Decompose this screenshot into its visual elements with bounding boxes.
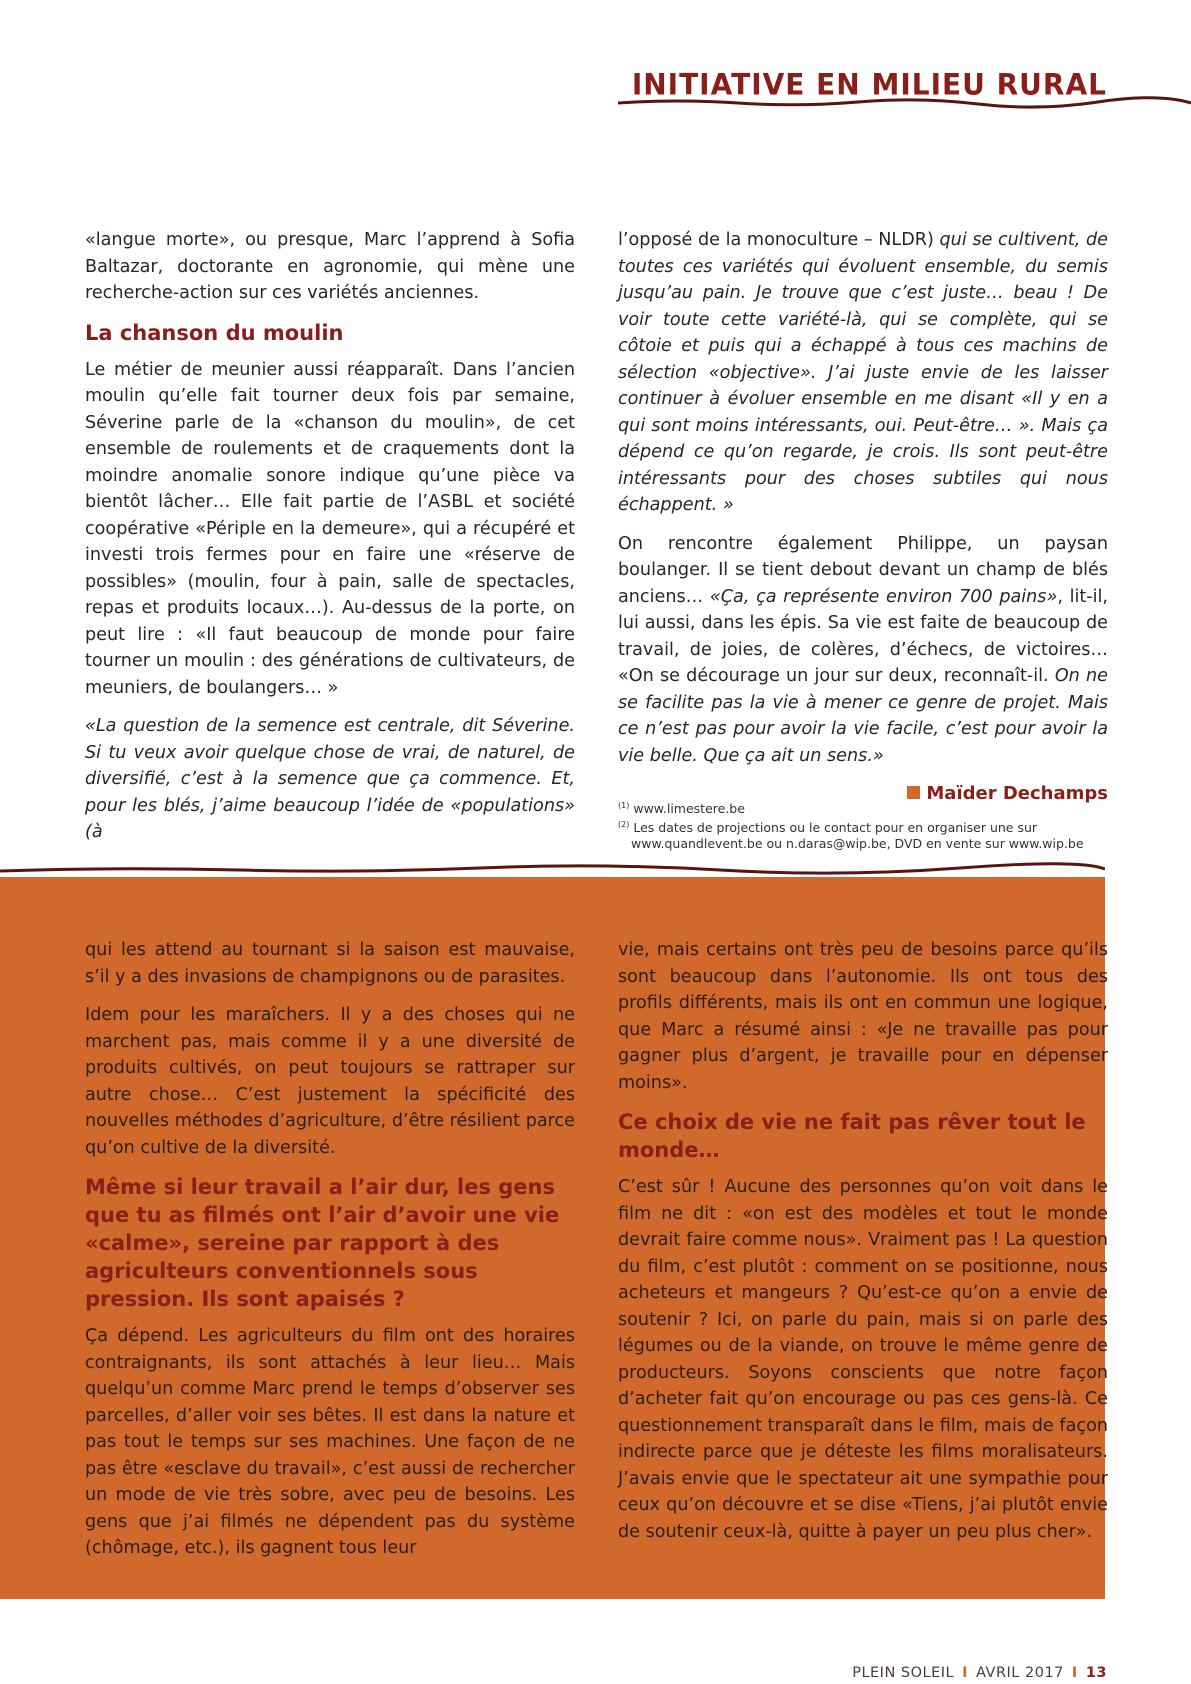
page-number: 13: [1085, 1665, 1107, 1681]
publication-name: PLEIN SOLEIL: [852, 1665, 955, 1681]
issue-date: AVRIL 2017: [976, 1665, 1064, 1681]
paragraph: vie, mais certains ont très peu de besoins parce qu’ils sont beaucoup dans l’autonomie. Ils ont tous des profils différents, mais ils ont en commun une logique, que Marc a résumé ainsi : «Je ne travaille pas pour gagner plus d’argent, je travaille pour en dépenser moins».: [618, 940, 1108, 1093]
paragraph: On rencontre également Philippe, un paysan boulanger. Il se tient debout devant un champ de blés anciens… «Ça, ça représente environ 700 pains», lit-il, lui aussi, dans les épis. Sa vie est faite de beaucoup de travail, de joies, de colères, d’échecs, de victoires… «On se décourage un jour sur deux, reconnaît-il. On ne se facilite pas la vie à mener ce genre de projet. Mais ce n’est pas pour avoir la vie facile, c’est pour avoir la vie belle. Que ça ait un sens.»: [618, 533, 1109, 766]
header-rule: [618, 96, 1191, 110]
footnotes: [618, 798, 1118, 852]
paragraph: Ça dépend. Les agriculteurs du film ont des horaires contraignants, ils sont attachés à leur lieu… Mais quelqu’un comme Marc prend le temps d’observer ses parcelles, d’aller voir ses bêtes. Il est dans la nature et pas tout le temps sur ses machines. Une façon de ne pas être «esclave du travail», c’est aussi de rechercher un mode de vie très sobre, avec peu de besoins. Les gens que j’ai filmés ne dépendent pas du système (chômage, etc.), ils gagnent tous leur: [85, 1326, 575, 1558]
section-heading: La chanson du moulin: [85, 320, 344, 345]
bottom-right-column: [618, 937, 1108, 1557]
paragraph: qui les attend au tournant si la saison est mauvaise, s’il y a des invasions de champignons ou de parasites.: [85, 940, 575, 987]
paragraph: «langue morte», ou presque, Marc l’apprend à Sofia Baltazar, doctorante en agronomie, qui mène une recherche-action sur ces variétés anciennes.: [85, 230, 575, 303]
bottom-left-column: [85, 937, 575, 1574]
orange-interview-box: [0, 877, 1108, 1599]
page-header-title: INITIATIVE EN MILIEU RURAL: [631, 67, 1107, 102]
quote-paragraph: «La question de la semence est centrale, dit Séverine. Si tu veux avoir quelque chose de vrai, de naturel, de diversifié, c’est à la semence que ça commence. Et, pour les blés, j’aime beaucoup l’idée de «populations» (à: [85, 716, 575, 842]
author-signature: Maïder Dechamps: [618, 781, 1108, 808]
paragraph: Idem pour les maraîchers. Il y a des choses qui ne marchent pas, mais comme il y a une diversité de produits cultivés, on peut toujours se rattraper sur autre chose… C’est justement la spécificité des nouvelles méthodes d’agriculture, d’être résilient parce qu’on cultive de la diversité.: [85, 1005, 575, 1158]
paragraph: l’opposé de la monoculture – NLDR) qui se cultivent, de toutes ces variétés qui évoluent ensemble, du semis jusqu’au pain. Je trouve que c’est juste… beau ! De voir toute cette variété-là, qui se complète, qui se côtoie et puis qui a échappé à tous ces machins de sélection «objective». J’ai juste envie de les laisser continuer à évoluer ensemble en me disant «Il y en a qui sont moins intéressants, oui. Peut-être… ». Mais ça dépend ce qu’on regarde, je crois. Ils sont peut-être intéressants pour des choses subtiles qui nous échappent. »: [618, 230, 1108, 515]
separator: I: [1071, 1665, 1078, 1681]
footnote: $^{(2)}$ Les dates de projections ou le contact pour en organiser une sur www.quandlevent.be ou n.daras@wip.be, DVD en vente sur www.wip.be: [618, 820, 1084, 852]
top-left-column: [85, 227, 575, 858]
separator: I: [962, 1665, 969, 1681]
paragraph: C’est sûr ! Aucune des personnes qu’on voit dans le film ne dit : «on est des modèles et tout le monde devrait faire comme nous». Vraiment pas ! La question du film, c’est plutôt : comment on se positionne, nous acheteurs et mangeurs ? Qu’est-ce qu’on a envie de soutenir ? Ici, on parle du pain, mais si on parle des légumes ou de la viande, on trouve le même genre de producteurs. Soyons conscients que notre façon d’acheter fait qu’on encourage ou pas ces gens-là. Ce questionnement transparaît dans le film, mais de façon indirecte parce que je déteste les films moralisateurs. J’avais envie que le spectateur ait une sympathie pour ceux qu’on découvre et se dise «Tiens, j’ai plutôt envie de soutenir ceux-là, quitte à payer un peu plus cher».: [618, 1177, 1108, 1542]
interview-question: Même si leur travail a l’air dur, les gens que tu as filmés ont l’air d’avoir une vie «calme», sereine par rapport à des agriculteurs conventionnels sous pression. Ils sont apaisés ?: [85, 1175, 560, 1311]
top-right-column: [618, 227, 1108, 808]
interview-question: Ce choix de vie ne fait pas rêver tout le monde…: [618, 1110, 1086, 1162]
section-rule: [0, 862, 1105, 876]
page-footer: [852, 1665, 1107, 1681]
footnote: $^{(1)}$ www.limestere.be: [618, 801, 745, 817]
paragraph: Le métier de meunier aussi réapparaît. Dans l’ancien moulin qu’elle fait tourner deux fois par semaine, Séverine parle de la «chanson du moulin», de cet ensemble de roulements et de craquements dont la moindre anomalie sonore indique qu’une pièce va bientôt lâcher… Elle fait partie de l’ASBL et société coopérative «Périple en la demeure», qui a récupéré et investi trois fermes pour en faire une «réserve de possibles» (moulin, four à pain, salle de spectacles, repas et produits locaux…). Au-dessus de la porte, on peut lire : «Il faut beaucoup de monde pour faire tourner un moulin : des générations de cultivateurs, de meuniers, de boulangers… »: [85, 359, 575, 698]
